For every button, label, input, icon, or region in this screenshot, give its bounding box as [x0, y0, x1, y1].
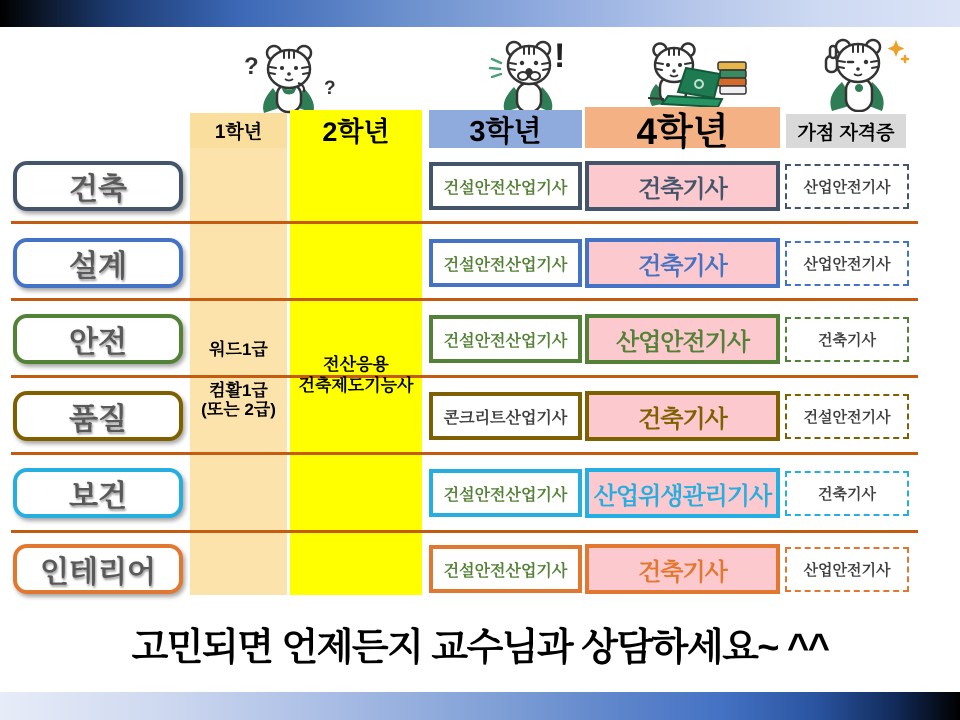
major-label-quality: 품질 [13, 391, 183, 441]
year4-cert-box: 건축기사 [585, 161, 780, 211]
year4-cert-box: 산업위생관리기사 [585, 468, 780, 518]
bonus-cert-box: 산업안전기사 [785, 547, 909, 592]
header-year3: 3학년 [429, 110, 582, 148]
advice-caption: 고민되면 언제든지 교수님과 상담하세요~ ^^ [131, 627, 829, 669]
table-row-health [0, 466, 960, 522]
bonus-cert-box: 산업안전기사 [785, 241, 909, 286]
year1-cert-computer-alt: (또는 2급) [201, 400, 276, 419]
tiger-studying-icon [628, 40, 752, 110]
table-row-safety [0, 312, 960, 368]
bonus-cert-box: 건설안전기사 [785, 394, 909, 439]
tiger-surprised-icon [480, 33, 576, 113]
year4-cert-box: 건축기사 [585, 544, 780, 594]
year4-cert-box: 건축기사 [585, 238, 780, 288]
bonus-cert-box: 건축기사 [785, 471, 909, 516]
tiger-thinking-icon [238, 36, 340, 114]
major-label-health: 보건 [13, 468, 183, 518]
header-year2: 2학년 [290, 110, 422, 148]
year3-cert-box: 건설안전산업기사 [429, 545, 582, 593]
major-label-interior: 인테리어 [13, 544, 183, 594]
bottom-gradient-bar [0, 692, 960, 720]
header-bonus-certs: 가점 자격증 [786, 114, 906, 148]
year3-cert-box: 건설안전산업기사 [429, 469, 582, 517]
table-row-architecture [0, 159, 960, 215]
year1-column-band [190, 148, 287, 595]
row-divider-line [11, 452, 918, 455]
tiger-thumbsup-icon [806, 32, 912, 112]
year4-cert-box: 산업안전기사 [585, 314, 780, 364]
year3-cert-box: 건설안전산업기사 [429, 239, 582, 287]
header-year4: 4학년 [585, 107, 780, 148]
major-label-safety: 안전 [13, 314, 183, 364]
row-divider-line [11, 375, 918, 378]
bonus-cert-box: 산업안전기사 [785, 164, 909, 209]
year3-cert-box: 건설안전산업기사 [429, 315, 582, 363]
year3-cert-box: 건설안전산업기사 [429, 162, 582, 210]
year1-cert-computer: 컴활1급 [209, 381, 268, 400]
row-divider-line [11, 530, 918, 533]
year3-cert-box: 콘크리트산업기사 [429, 392, 582, 440]
year2-cert-line2: 건축제도기능사 [298, 376, 414, 395]
table-row-interior [0, 542, 960, 598]
svg-text:!: ! [554, 37, 566, 75]
row-divider-line [11, 221, 918, 224]
table-row-design [0, 236, 960, 292]
svg-text:?: ? [324, 78, 336, 99]
table-row-quality [0, 389, 960, 445]
top-gradient-bar [0, 0, 960, 27]
year4-cert-box: 건축기사 [585, 391, 780, 441]
year2-cert-line1: 전산응용 [323, 355, 389, 374]
svg-text:?: ? [244, 53, 259, 80]
header-year1: 1학년 [190, 113, 287, 148]
major-label-design: 설계 [13, 238, 183, 288]
row-divider-line [11, 298, 918, 301]
bonus-cert-box: 건축기사 [785, 317, 909, 362]
year1-cert-word: 워드1급 [209, 340, 268, 359]
major-label-architecture: 건축 [13, 161, 183, 211]
